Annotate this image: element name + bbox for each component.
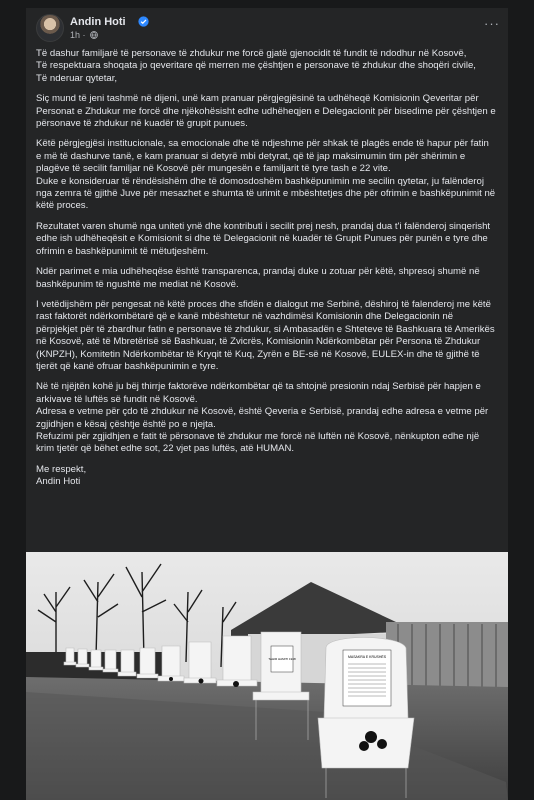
post-paragraph xyxy=(36,48,496,85)
post-paragraph xyxy=(36,221,496,258)
post-text-line: Me respekt, xyxy=(36,463,87,475)
post-text-line: Refuzimi për zgjidhjen e fatit të përsonave të zhdukur me forcë në luftën në Kosovë, nënkupton edhe një krim tjetër që bëhet edhe sot, 22 vjet pas luftës, atë HUMAN. xyxy=(36,430,480,455)
post-text-line: Siç mund të jeni tashmë në dijeni, unë kam pranuar përgjegjësinë ta udhëheqë Komisionin Qeveritar për Personat e Zhdukur me forcë dhe njëkohësisht edhe udhëheqjen e Delegacionit për bisedime për çështjen e përsonave të zhdukur në kuadër të grupit punues. xyxy=(36,93,496,130)
post-header xyxy=(26,8,508,48)
post-text-line: Adresa e vetme për çdo të zhdukur në Kosovë, është Qeveria e Serbisë, prandaj edhe adresa e vetme për zgjidhjen e kësaj çështje është po e njejta. xyxy=(36,406,489,430)
post-paragraph xyxy=(36,266,496,291)
post-timestamp[interactable]: 1h xyxy=(70,30,81,40)
post-photo[interactable] xyxy=(26,552,508,800)
author-name[interactable]: Andin Hoti xyxy=(70,16,126,28)
post-paragraph xyxy=(36,381,496,455)
post-paragraph xyxy=(36,93,496,130)
post-text-line: Në të njëjtën kohë ju bëj thirrje faktorëve ndërkombëtar që ta shtojnë presionin ndaj Serbisë për hapjen e arkivave të luftës së fundit në Kosovë. xyxy=(36,381,481,405)
chair-sign-left: TAHIR HAMITI 1948 xyxy=(268,657,296,661)
post-text-line: Andin Hoti xyxy=(36,476,81,488)
post-text-line: Këtë përgjegjësi institucionale, sa emocionale dhe të ndjeshme për shkak të plagës ende të hapur për fatin e më të dashurve tanë, e kam pranuar si detyrë mbi detyrat, që të jap maksimumin tim për shërimin e plagëve të secilit familjar në Kosovë për mungesën e familjarit të tyre tash e 22 vite. xyxy=(36,138,489,175)
globe-icon xyxy=(90,31,98,39)
post-text-line: Të nderuar qytetar, xyxy=(36,72,118,84)
chair-sign-right: MASAKRA E KRUSHËS xyxy=(347,655,387,659)
post-text-line: Të respektuara shoqata jo qeveritare që merren me çështjen e personave të zhdukur dhe shoqëri civile, xyxy=(36,60,476,72)
post-text-line: I vetëdijshëm për pengesat në këtë proces dhe sfidën e dialogut me Serbinë, dëshiroj të falenderoj me këtë rast faktorët ndërkombëtarë që e kanë mbështetur në vazhdimësi Komisionin dhe Delegacionin në përpjekjet për të zbardhur fatin e personave të zhdukur, si Ambasadën e Shteteve të Bashkuara të Amerikës në Kosovë, atë të Mbretërisë së Bashkuar, të Zvicrës, Komisionin Ndërkombëtar për Persona të Zhdukur (KNPZH), Komitetin Ndërkombëtar të Kryqit të Kuq, Zyrën e BE-së në Kosovë, EULEX-in dhe të gjithë të tjerët që kanë ofruar bashkëpunimin e tyre. xyxy=(36,298,495,372)
post-text-line: Të dashur familjarë të personave të zhdukur me forcë gjatë gjenocidit të fundit të ndodhur në Kosovë, xyxy=(36,48,467,59)
facebook-post xyxy=(26,8,508,800)
post-meta: 1h · xyxy=(70,30,98,40)
author-avatar[interactable] xyxy=(36,14,64,42)
more-options-button[interactable]: ··· xyxy=(484,16,500,31)
post-text xyxy=(26,48,508,489)
post-text-line: Rezultatet varen shumë nga uniteti ynë dhe kontributi i secilit prej nesh, prandaj dua t'i falënderoj sinqerisht edhe ish udhëheqësit e Komisionit si dhe të Delegacionit në kuadër të Grupit Punues për punën e tyre dhe ofrimin e bashkëpunimit të mëtutjeshëm. xyxy=(36,220,491,257)
post-paragraph xyxy=(36,464,496,489)
verified-badge-icon xyxy=(138,16,149,27)
post-paragraph xyxy=(36,138,496,212)
post-text-line: Duke e konsideruar të rëndësishëm dhe të domosdoshëm bashkëpunimin me secilin qytetar, ju falënderoj nga zemra të gjithë Juve për mesazhet e shumta të urimit e mbështetjes dhe për ofrimin e bashkëpunimit në këtë proces. xyxy=(36,175,496,212)
post-paragraph xyxy=(36,299,496,373)
post-text-line: Ndër parimet e mia udhëheqëse është transparenca, prandaj duke u zotuar për këtë, shpresoj shumë në bashkëpunim të ngushtë me mediat në Kosovë. xyxy=(36,266,480,290)
